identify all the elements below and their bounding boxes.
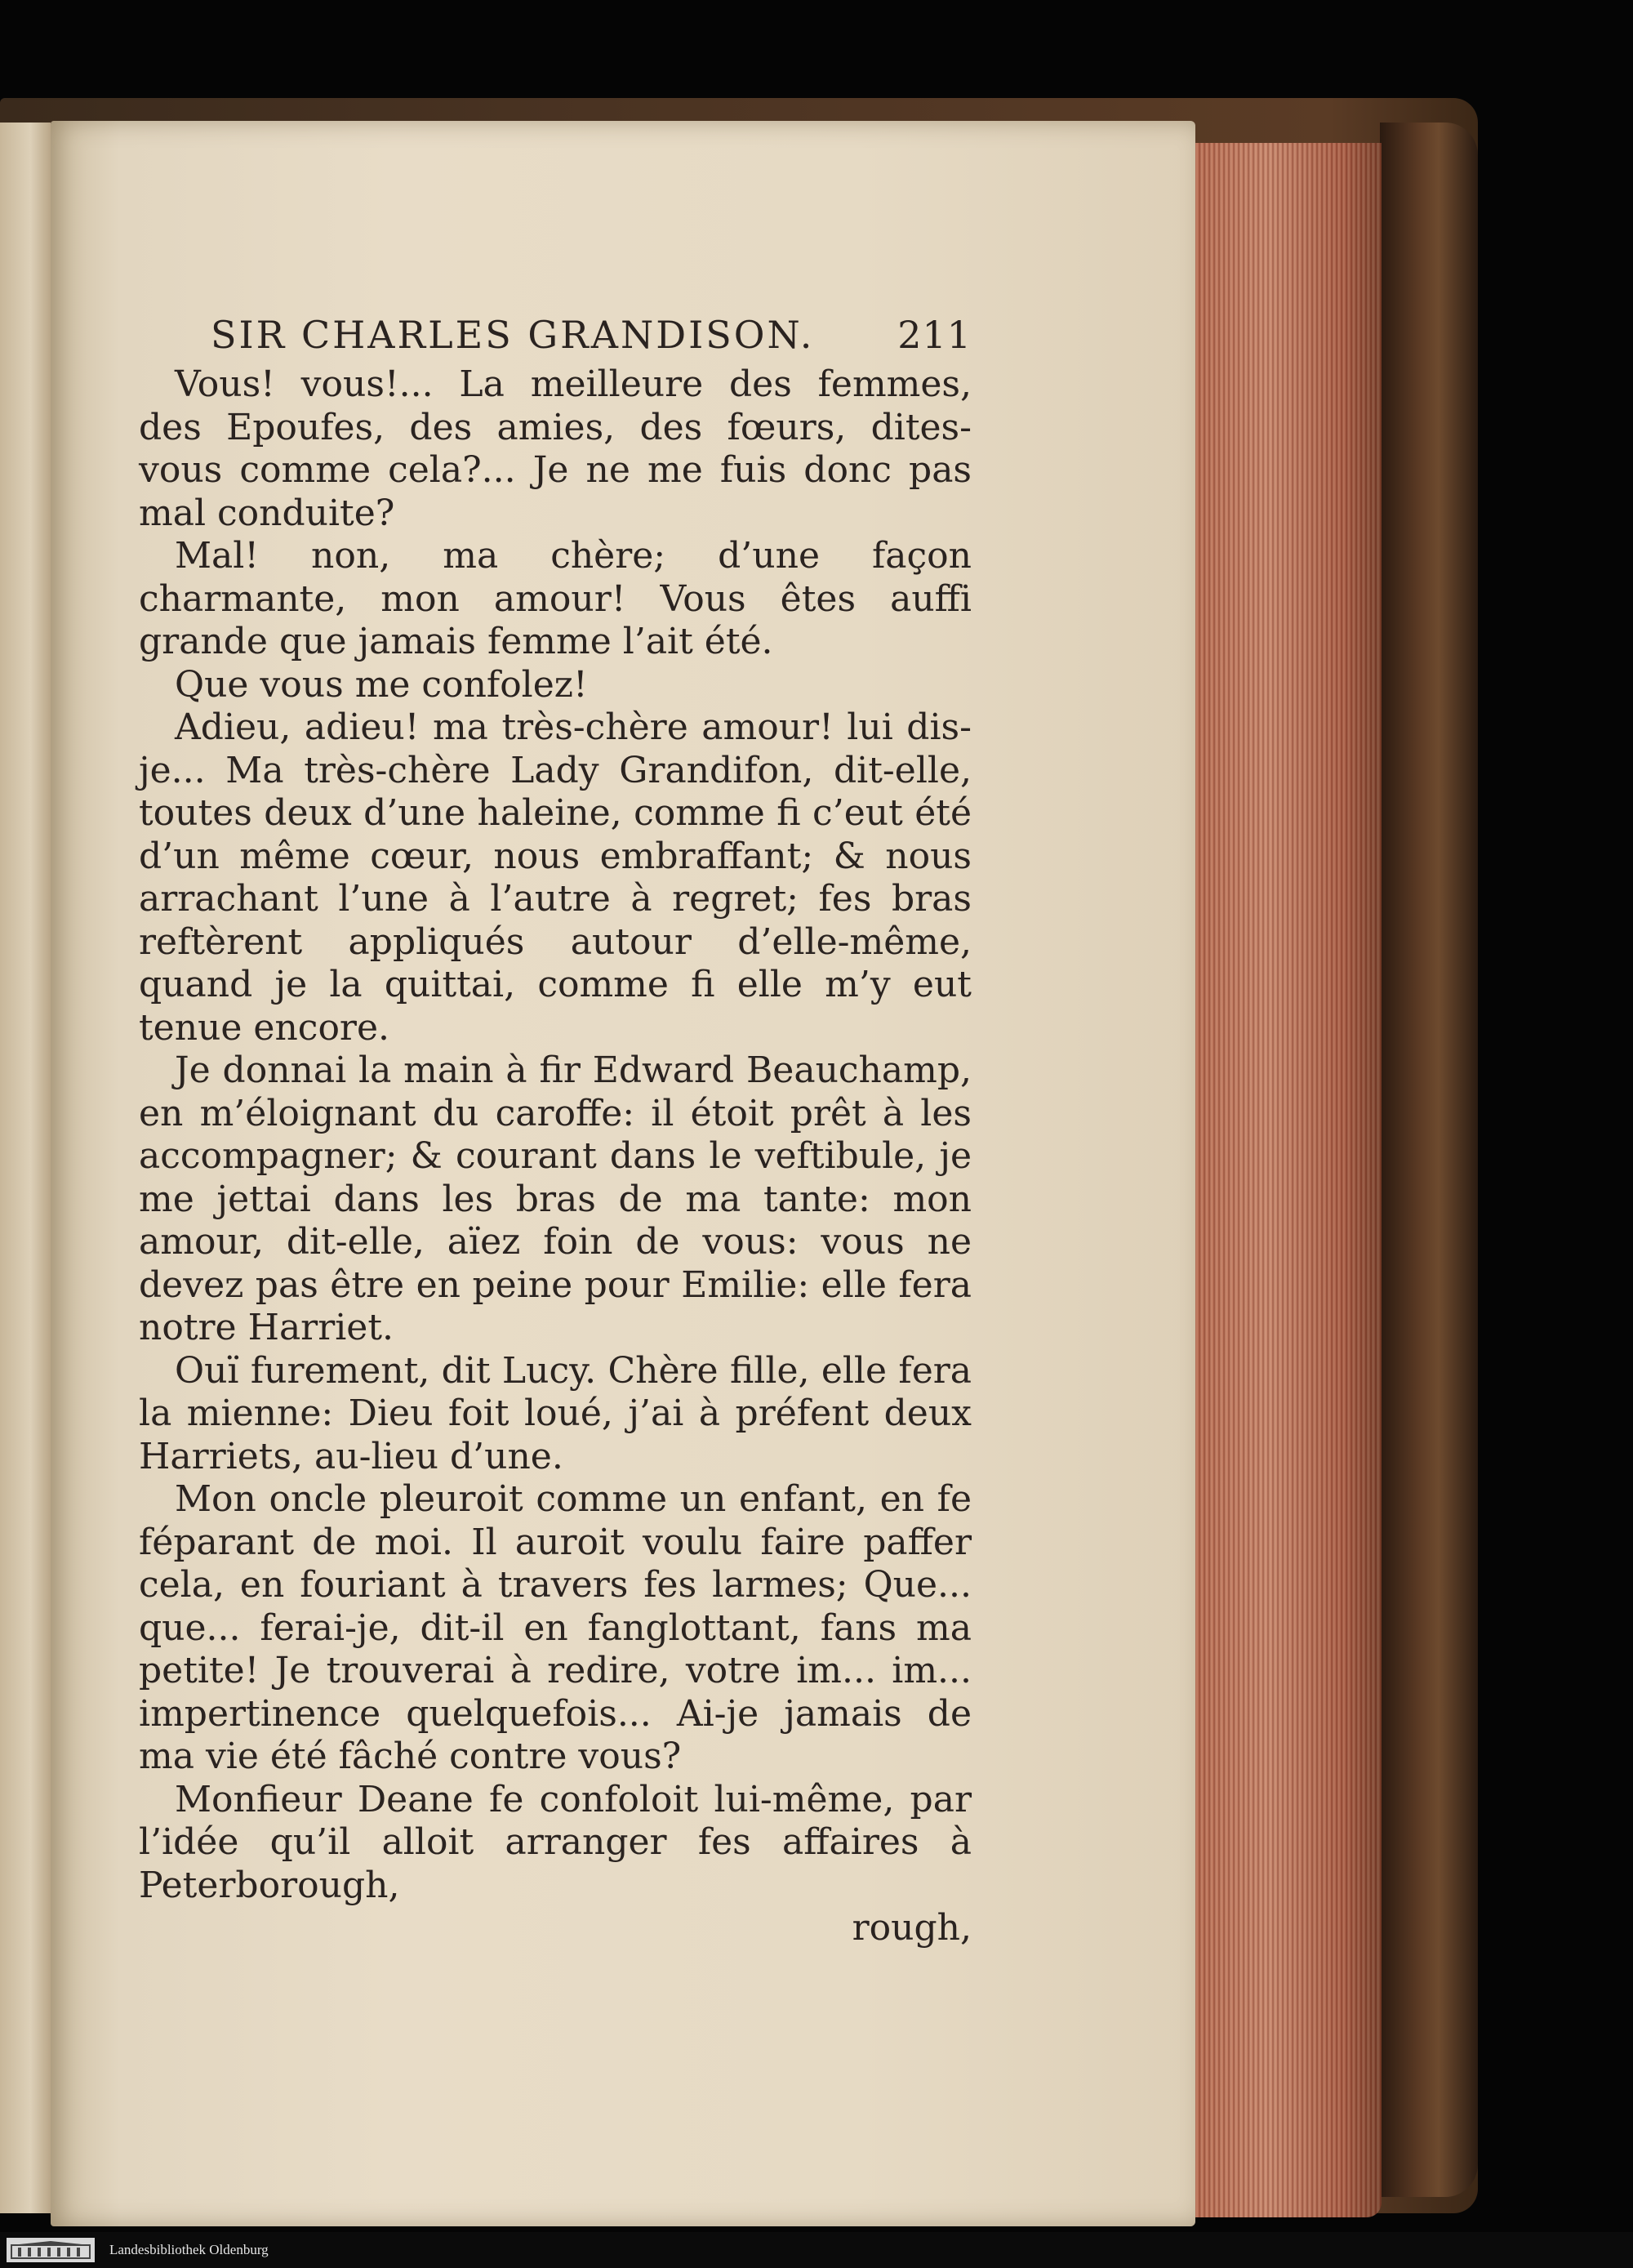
- running-header: [211, 313, 972, 357]
- paragraph: Mon oncle pleuroit comme un enfant, en fe féparant de moi. Il auroit voulu faire paffer cela, en fouriant à travers fes larmes; Que... que... ferai-je, dit-il en fanglottant, fans ma petite! Je trouverai à redire, votre im... im... impertinence quelquefois... Ai-je jamais de ma vie été fâché contre vous?: [139, 1478, 972, 1777]
- paragraph: Mal! non, ma chère; d’une façon charmante, mon amour! Vous êtes auffi grande que jamais femme l’ait été.: [139, 535, 972, 662]
- catchword: rough,: [852, 1907, 972, 1949]
- paragraph: Adieu, adieu! ma très-chère amour! lui dis-je... Ma très-chère Lady Grandifon, dit-elle, toutes deux d’une haleine, comme fi c’eut été d’un même cœur, nous embraffant; & nous arrachant l’une à l’autre à regret; fes bras reftèrent appliqués autour d’elle-même, quand je la quittai, comme fi elle m’y eut tenue encore.: [139, 706, 972, 1049]
- page-text: [139, 363, 972, 1950]
- paragraph: Ouï furement, dit Lucy. Chère fille, elle fera la mienne: Dieu foit loué, j’ai à préfent deux Harriets, au-lieu d’une.: [139, 1349, 972, 1477]
- page-number: 211: [897, 313, 972, 357]
- facing-page-edge: [0, 123, 51, 2213]
- paragraph: Je donnai la main à fir Edward Beauchamp, en m’éloignant du caroffe: il étoit prêt à les accompagner; & courant dans le veftibule, je me jettai dans les bras de ma tante: mon amour, dit-elle, aïez foin de vous: vous ne devez pas être en peine pour Emilie: elle fera notre Harriet.: [139, 1049, 972, 1348]
- paragraph: Que vous me confolez!: [175, 663, 588, 706]
- paragraph: Monfieur Deane fe confoloit lui-même, par l’idée qu’il alloit arranger fes affaires à Peterborough,: [139, 1778, 972, 1906]
- book-spine-edge: [1380, 123, 1478, 2197]
- paragraph: Vous! vous!... La meilleure des femmes, des Epoufes, des amies, des fœurs, dites-vous comme cela?... Je ne me fuis donc pas mal conduite?: [139, 363, 972, 534]
- library-logo-icon: [7, 2238, 95, 2262]
- footer-bar: [0, 2232, 1633, 2268]
- page-fore-edge: [1194, 143, 1382, 2217]
- library-name: Landesbibliothek Oldenburg: [109, 2242, 269, 2257]
- running-title: SIR CHARLES GRANDISON.: [211, 313, 815, 357]
